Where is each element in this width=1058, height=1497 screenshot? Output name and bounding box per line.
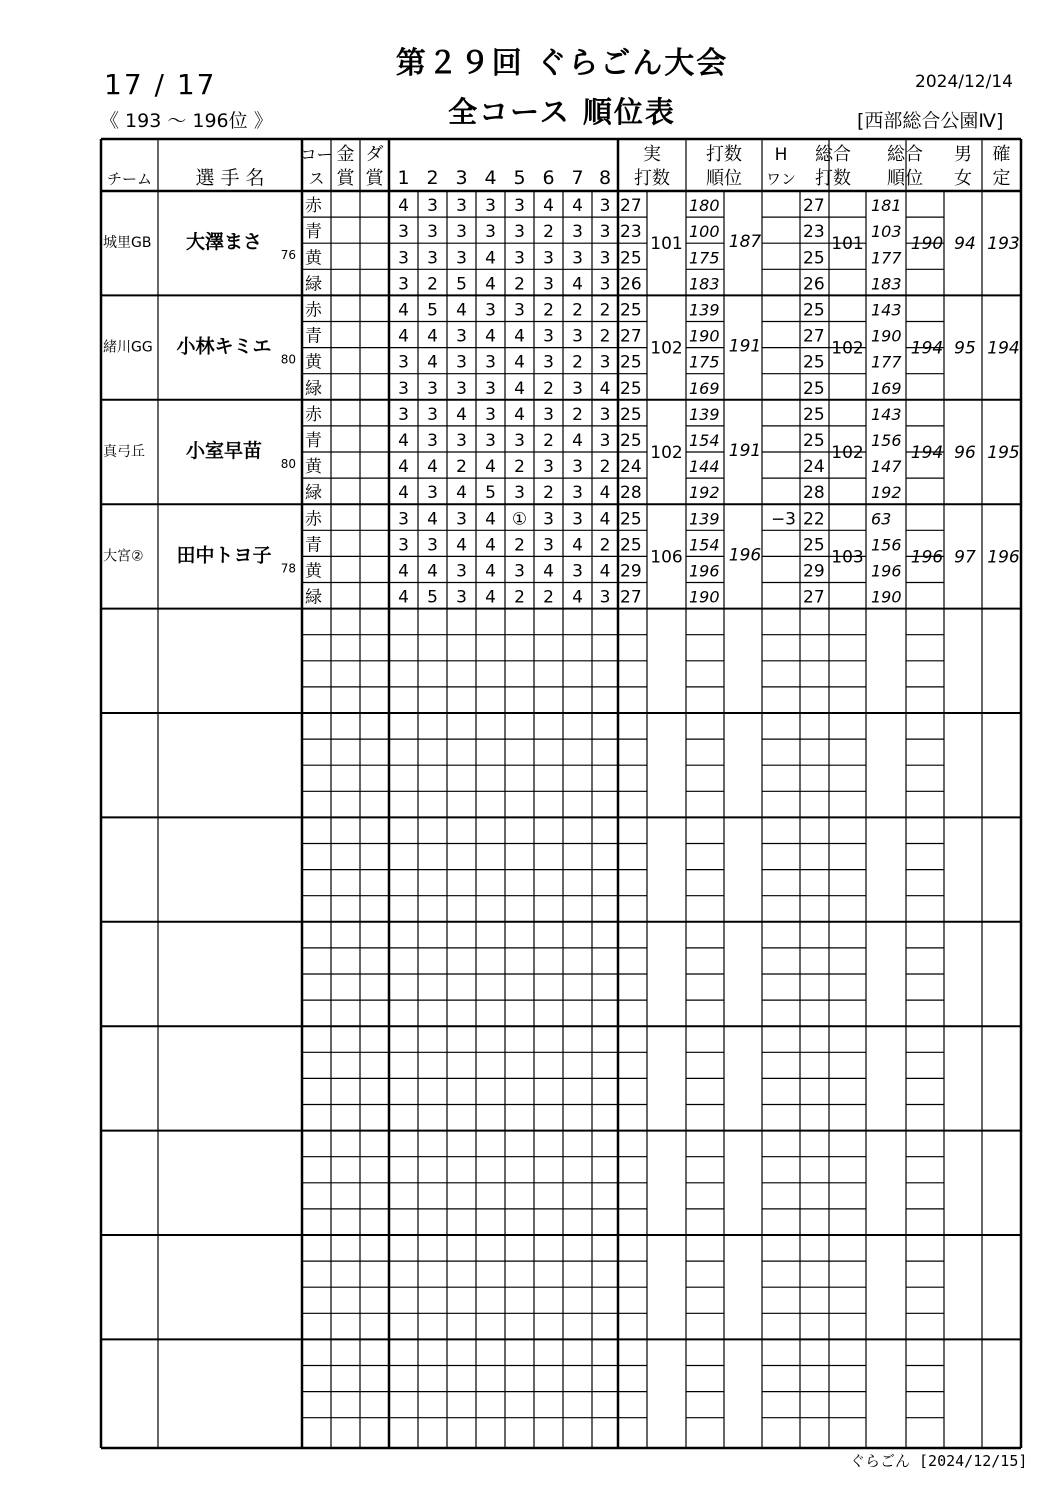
player-age: 80 (280, 352, 296, 367)
total-strokes: 102 (831, 443, 864, 463)
course-total: 27 (803, 587, 825, 608)
hole-score: 2 (543, 222, 554, 243)
team-name: 真弓丘 (103, 444, 145, 460)
player-name: 田中トヨ子 (176, 544, 272, 567)
course-total: 25 (803, 535, 825, 556)
hole-score: 3 (398, 509, 409, 530)
hole-score: 4 (398, 457, 409, 478)
course-total: 25 (803, 431, 825, 451)
course-rank: 190 (689, 587, 720, 607)
hole-score: 4 (398, 300, 409, 321)
hole-score: 3 (599, 274, 611, 295)
hole-score: ① (511, 509, 528, 530)
hole-score: 3 (599, 248, 611, 269)
gender-rank: 94 (954, 234, 976, 255)
column-header-hole: 8 (598, 167, 612, 189)
course-rank: 169 (689, 378, 720, 398)
course-total-rank: 177 (871, 248, 902, 268)
course-total: 25 (803, 248, 825, 269)
course-rank: 139 (689, 300, 720, 320)
hole-score: 4 (599, 483, 611, 504)
hole-score: 3 (485, 378, 496, 399)
course-total: 22 (803, 509, 825, 530)
column-header-hole-in-one: ワン (765, 170, 797, 188)
course-total: 27 (803, 326, 825, 347)
course-total: 25 (803, 352, 825, 373)
course-name: 黄 (305, 248, 322, 269)
hole-score: 3 (427, 196, 438, 217)
hole-score: 3 (398, 404, 409, 425)
hole-score: 4 (485, 326, 496, 347)
hole-score: 3 (572, 561, 583, 582)
course-sum: 26 (620, 274, 642, 295)
column-header-total-rank: 総合 (887, 144, 923, 165)
course-name: 黄 (305, 457, 322, 478)
course-total-rank: 156 (871, 431, 902, 450)
course-total-rank: 143 (871, 404, 902, 424)
course-rank: 196 (689, 561, 720, 581)
hole-score: 4 (398, 561, 409, 582)
course-name: 赤 (305, 300, 322, 321)
hole-score: 2 (599, 326, 611, 347)
course-name: 緑 (305, 483, 322, 504)
course-sum: 23 (620, 222, 642, 243)
course-total-rank: 192 (871, 483, 902, 503)
course-total: 25 (803, 404, 825, 425)
course-name: 青 (305, 222, 322, 243)
course-sum: 25 (620, 300, 642, 321)
hole-score: 3 (427, 378, 438, 399)
column-header-strokes-rank: 順位 (706, 168, 742, 189)
hole-score: 4 (398, 431, 409, 451)
hole-score: 3 (485, 431, 496, 451)
course-sum: 25 (620, 509, 642, 530)
column-header-kin-prize: 金 (336, 144, 355, 165)
hole-score: 4 (543, 196, 554, 217)
course-rank: 183 (689, 274, 720, 294)
course-rank: 139 (689, 509, 720, 529)
hole-score: 4 (485, 274, 496, 295)
hole-score: 4 (427, 326, 438, 347)
course-sum: 25 (620, 535, 642, 556)
course-sum: 25 (620, 352, 642, 373)
hole-score: 4 (599, 561, 611, 582)
hole-score: 4 (485, 509, 496, 530)
column-header-course: ス (308, 169, 325, 188)
hole-score: 3 (427, 535, 438, 556)
footer-credit: ぐらごん [2024/12/15] (850, 1452, 1028, 1470)
hole-score: 2 (514, 587, 525, 608)
hole-score: 3 (456, 196, 467, 217)
hole-score: 4 (572, 274, 583, 295)
actual-total: 102 (650, 443, 683, 463)
hole-score: 4 (485, 561, 496, 582)
hole-score: 2 (543, 431, 554, 451)
column-header-hole: 1 (397, 167, 410, 189)
hole-score: 3 (485, 196, 496, 217)
hole-score: 4 (456, 300, 467, 321)
hole-score: 3 (572, 378, 583, 399)
hole-score: 3 (572, 509, 583, 530)
hole-score: 2 (599, 300, 611, 321)
player-name: 小林キミエ (176, 335, 272, 358)
hole-score: 3 (456, 352, 467, 373)
hole-score: 5 (456, 274, 467, 295)
course-total-rank: 183 (871, 274, 902, 294)
gender-rank: 96 (954, 443, 976, 463)
column-header-course: コー (300, 145, 333, 164)
hole-score: 3 (599, 352, 611, 373)
hole-score: 4 (456, 404, 467, 425)
column-header-strokes-rank: 打数 (706, 144, 742, 165)
column-header-total-rank: 順位 (887, 168, 923, 189)
column-header-gender-rank: 女 (954, 168, 972, 189)
course-rank: 154 (689, 535, 720, 555)
gender-rank: 95 (954, 338, 976, 359)
column-header-hole: 5 (513, 167, 526, 189)
hole-score: 4 (398, 196, 409, 217)
hole-score: 4 (514, 404, 525, 425)
course-rank: 175 (689, 248, 720, 268)
column-header-gender-rank: 男 (954, 144, 972, 165)
column-header-total: 総合 (815, 144, 851, 165)
hole-score: 3 (398, 222, 409, 243)
hole-score: 3 (543, 457, 554, 478)
hole-score: 2 (572, 352, 583, 373)
hole-score: 4 (485, 457, 496, 478)
column-header-hole: 6 (542, 167, 555, 189)
hole-score: 3 (543, 352, 554, 373)
column-header-da-prize: ダ (365, 144, 384, 165)
course-total-rank: 103 (871, 222, 902, 242)
hole-score: 3 (543, 509, 554, 530)
column-header-final: 定 (992, 168, 1011, 189)
hole-score: 4 (514, 352, 525, 373)
hole-score: 2 (514, 535, 525, 556)
hole-score: 3 (572, 483, 583, 504)
hole-score: 3 (485, 222, 496, 243)
actual-total: 106 (650, 547, 683, 568)
hole-score: 4 (572, 535, 583, 556)
hole-score: 4 (427, 457, 438, 478)
final-rank: 194 (987, 338, 1020, 359)
hole-score: 2 (543, 483, 554, 504)
total-rank: 194 (910, 443, 944, 463)
course-total: 29 (803, 561, 825, 582)
course-total: 26 (803, 274, 825, 295)
course-rank: 190 (689, 326, 720, 346)
course-sum: 28 (620, 483, 642, 504)
course-sum: 24 (620, 457, 642, 478)
course-total-rank: 147 (871, 457, 902, 477)
hole-score: 4 (543, 561, 554, 582)
course-total-rank: 63 (871, 509, 892, 529)
hole-score: 2 (599, 457, 611, 478)
hole-score: 3 (543, 248, 554, 269)
course-name: 緑 (305, 378, 322, 399)
course-name: 緑 (305, 274, 322, 295)
hole-score: 3 (599, 404, 611, 425)
hole-score: 3 (514, 483, 525, 504)
player-name: 大澤まさ (185, 231, 263, 254)
hole-score: 3 (456, 587, 467, 608)
page-number: 17 / 17 (104, 68, 217, 101)
strokes-rank: 191 (728, 336, 762, 357)
player-age: 76 (280, 248, 296, 263)
strokes-rank: 196 (728, 545, 762, 566)
hole-score: 2 (427, 274, 438, 295)
hole-score: 4 (572, 431, 583, 451)
column-header-kin-prize: 賞 (336, 168, 355, 189)
course-name: 緑 (305, 587, 322, 608)
course-total-rank: 196 (871, 561, 902, 581)
team-name: 大宮② (103, 548, 144, 565)
hole-score: 5 (485, 483, 496, 504)
hole-in-one-bonus: −3 (770, 509, 796, 530)
course-total-rank: 143 (871, 300, 902, 320)
gender-rank: 97 (954, 547, 976, 568)
column-header-final: 確 (992, 144, 1011, 165)
hole-score: 3 (398, 274, 409, 295)
course-sum: 27 (620, 587, 642, 608)
course-total: 24 (803, 457, 825, 478)
course-name: 赤 (305, 404, 322, 425)
course-rank: 175 (689, 352, 720, 372)
column-header-da-prize: 賞 (365, 168, 384, 189)
course-sum: 27 (620, 196, 642, 217)
hole-score: 4 (514, 378, 525, 399)
total-rank: 190 (910, 234, 944, 255)
page-title: 第２９回 ぐらごん大会 (395, 46, 729, 81)
column-header-hole-in-one: H (774, 145, 788, 165)
course-total-rank: 156 (871, 535, 902, 555)
hole-score: 4 (572, 587, 583, 608)
hole-score: 3 (599, 587, 611, 608)
hole-score: 3 (599, 196, 611, 217)
column-header-hole: 7 (571, 167, 584, 189)
hole-score: 3 (456, 509, 467, 530)
hole-score: 3 (543, 326, 554, 347)
course-rank: 139 (689, 404, 720, 424)
venue-name: [西部総合公園Ⅳ] (857, 110, 1004, 132)
course-total-rank: 181 (871, 196, 902, 216)
hole-score: 4 (398, 587, 409, 608)
hole-score: 4 (427, 509, 438, 530)
hole-score: 2 (456, 457, 467, 478)
hole-score: 4 (398, 483, 409, 504)
course-name: 青 (305, 431, 322, 451)
course-rank: 100 (689, 222, 720, 242)
hole-score: 3 (572, 222, 583, 243)
total-strokes: 102 (831, 338, 864, 359)
course-sum: 25 (620, 431, 642, 451)
total-rank: 196 (910, 547, 944, 568)
course-name: 黄 (305, 561, 322, 582)
course-sum: 25 (620, 378, 642, 399)
hole-score: 3 (398, 378, 409, 399)
course-rank: 180 (689, 196, 720, 216)
hole-score: 3 (514, 248, 525, 269)
course-name: 赤 (305, 196, 322, 217)
hole-score: 3 (514, 431, 525, 451)
course-rank: 154 (689, 431, 720, 450)
course-sum: 29 (620, 561, 642, 582)
course-sum: 25 (620, 404, 642, 425)
hole-score: 4 (599, 378, 611, 399)
total-strokes: 101 (831, 234, 864, 255)
hole-score: 4 (485, 535, 496, 556)
hole-score: 3 (427, 431, 438, 451)
hole-score: 3 (398, 248, 409, 269)
hole-score: 3 (456, 326, 467, 347)
final-rank: 193 (987, 234, 1020, 255)
course-total: 25 (803, 378, 825, 399)
actual-total: 102 (650, 338, 683, 359)
hole-score: 4 (572, 196, 583, 217)
event-date: 2024/12/14 (915, 72, 1013, 92)
hole-score: 4 (514, 326, 525, 347)
hole-score: 4 (398, 326, 409, 347)
hole-score: 4 (427, 561, 438, 582)
hole-score: 3 (485, 300, 496, 321)
player-age: 78 (280, 561, 296, 576)
team-name: 緒川GG (103, 339, 153, 356)
hole-score: 3 (427, 248, 438, 269)
hole-score: 3 (456, 378, 467, 399)
course-sum: 25 (620, 248, 642, 269)
hole-score: 3 (456, 431, 467, 451)
hole-score: 4 (456, 483, 467, 504)
course-rank: 192 (689, 483, 720, 503)
hole-score: 2 (543, 378, 554, 399)
hole-score: 3 (599, 431, 611, 451)
hole-score: 4 (485, 248, 496, 269)
column-header-team: チーム (106, 170, 153, 188)
column-header-hole: 4 (484, 167, 497, 189)
hole-score: 2 (599, 535, 611, 556)
hole-score: 4 (599, 509, 611, 530)
course-total-rank: 169 (871, 378, 902, 398)
strokes-rank: 191 (728, 441, 762, 461)
hole-score: 3 (427, 483, 438, 504)
page-subtitle: 全コース 順位表 (448, 95, 676, 129)
course-name: 赤 (305, 509, 322, 530)
course-total-rank: 190 (871, 326, 902, 346)
total-rank: 194 (910, 338, 944, 359)
hole-score: 3 (427, 404, 438, 425)
column-header-name: 選 手 名 (195, 167, 265, 189)
total-strokes: 103 (831, 547, 864, 568)
rank-range: 《 193 ～ 196位 》 (100, 110, 273, 132)
hole-score: 3 (456, 222, 467, 243)
course-sum: 27 (620, 326, 642, 347)
hole-score: 4 (485, 587, 496, 608)
course-total-rank: 177 (871, 352, 902, 372)
course-total: 28 (803, 483, 825, 504)
final-rank: 196 (987, 547, 1020, 568)
course-total-rank: 190 (871, 587, 902, 607)
hole-score: 2 (514, 457, 525, 478)
course-total: 27 (803, 196, 825, 217)
hole-score: 3 (572, 248, 583, 269)
hole-score: 3 (572, 326, 583, 347)
hole-score: 2 (514, 274, 525, 295)
hole-score: 3 (398, 535, 409, 556)
hole-score: 3 (543, 535, 554, 556)
hole-score: 4 (427, 352, 438, 373)
hole-score: 3 (514, 561, 525, 582)
column-header-actual: 打数 (634, 168, 670, 189)
course-name: 黄 (305, 352, 322, 373)
team-name: 城里GB (103, 235, 152, 252)
course-name: 青 (305, 326, 322, 347)
hole-score: 5 (427, 587, 438, 608)
hole-score: 2 (572, 300, 583, 321)
column-header-hole: 3 (455, 167, 468, 189)
hole-score: 3 (456, 248, 467, 269)
strokes-rank: 187 (728, 232, 762, 253)
actual-total: 101 (650, 234, 683, 255)
hole-score: 3 (599, 222, 611, 243)
hole-score: 3 (398, 352, 409, 373)
hole-score: 3 (514, 222, 525, 243)
player-name: 小室早苗 (185, 440, 263, 462)
hole-score: 3 (514, 196, 525, 217)
course-total: 25 (803, 300, 825, 321)
hole-score: 3 (572, 457, 583, 478)
hole-score: 3 (427, 222, 438, 243)
column-header-actual: 実 (643, 144, 661, 165)
hole-score: 3 (456, 561, 467, 582)
player-age: 80 (280, 457, 296, 471)
hole-score: 3 (543, 404, 554, 425)
hole-score: 2 (543, 587, 554, 608)
hole-score: 2 (543, 300, 554, 321)
hole-score: 3 (543, 274, 554, 295)
hole-score: 3 (514, 300, 525, 321)
hole-score: 2 (572, 404, 583, 425)
hole-score: 5 (427, 300, 438, 321)
column-header-hole: 2 (426, 167, 439, 189)
hole-score: 3 (485, 352, 496, 373)
final-rank: 195 (987, 443, 1020, 463)
course-name: 青 (305, 535, 322, 556)
course-total: 23 (803, 222, 825, 243)
hole-score: 3 (485, 404, 496, 425)
column-header-total: 打数 (815, 168, 851, 189)
hole-score: 4 (456, 535, 467, 556)
course-rank: 144 (689, 457, 720, 477)
